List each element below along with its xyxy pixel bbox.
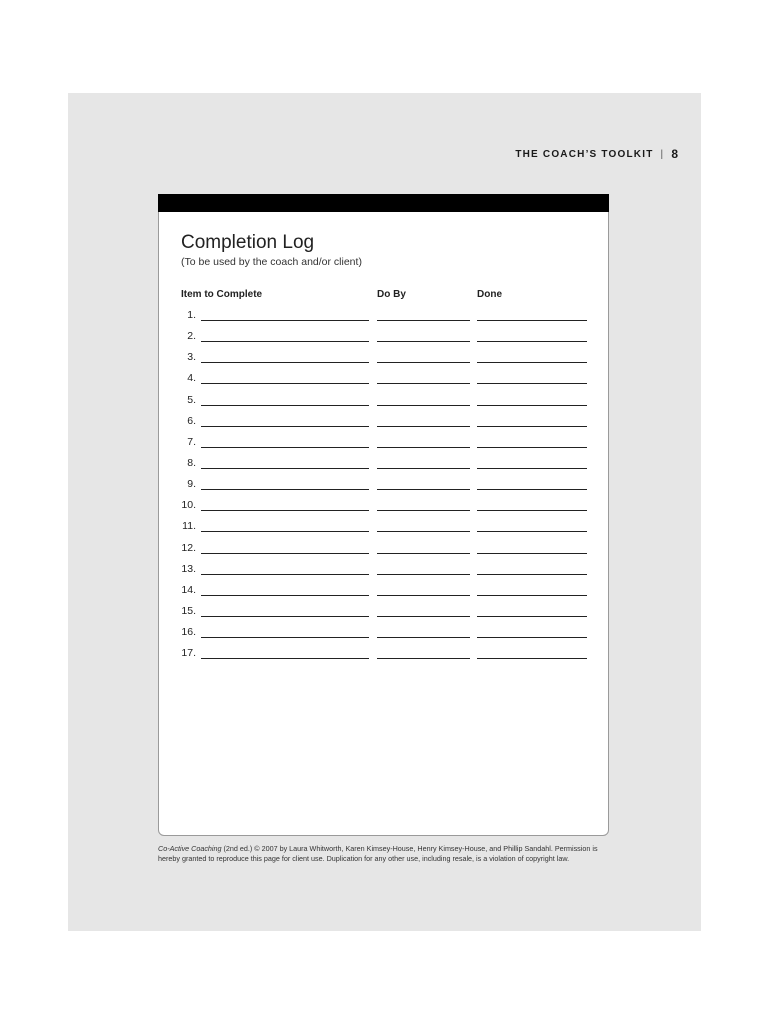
do-by-blank-line	[377, 553, 470, 554]
do-by-blank-line	[377, 637, 470, 638]
row-number: 4.	[187, 372, 196, 385]
item-blank-line	[201, 510, 369, 511]
do-by-blank-line	[377, 341, 470, 342]
done-blank-line	[477, 553, 587, 554]
item-blank-line	[201, 616, 369, 617]
column-header-item: Item to Complete	[181, 289, 263, 300]
done-blank-line	[477, 405, 587, 406]
form-row	[159, 497, 608, 518]
item-blank-line	[201, 341, 369, 342]
item-blank-line	[201, 637, 369, 638]
page-number: 8	[671, 147, 678, 161]
column-header-done: Done	[477, 289, 502, 300]
form-row	[159, 561, 608, 582]
do-by-blank-line	[377, 531, 470, 532]
book-title: Co-Active Coaching	[158, 844, 222, 853]
form-row	[159, 434, 608, 455]
form-row	[159, 476, 608, 497]
item-blank-line	[201, 489, 369, 490]
form-row	[159, 328, 608, 349]
do-by-blank-line	[377, 320, 470, 321]
form-row	[159, 624, 608, 645]
do-by-blank-line	[377, 468, 470, 469]
row-number: 13.	[181, 562, 196, 575]
do-by-blank-line	[377, 362, 470, 363]
row-number: 17.	[181, 647, 196, 660]
form-subtitle: (To be used by the coach and/or client)	[181, 256, 362, 268]
done-blank-line	[477, 574, 587, 575]
form-row	[159, 413, 608, 434]
form-row	[159, 349, 608, 370]
row-number: 10.	[181, 499, 196, 512]
form-row	[159, 455, 608, 476]
do-by-blank-line	[377, 405, 470, 406]
form-row	[159, 603, 608, 624]
copyright-text: (2nd ed.) © 2007 by Laura Whitworth, Karen Kimsey-House, Henry Kimsey-House, and Phillip Sandahl. Permission is hereby granted to reproduce this page for client use. Duplication for any other use, including resale, is a violation of copyright law.	[158, 844, 598, 863]
item-blank-line	[201, 362, 369, 363]
row-number: 7.	[187, 435, 196, 448]
row-number: 1.	[187, 309, 196, 321]
form-title: Completion Log	[181, 232, 315, 253]
done-blank-line	[477, 658, 587, 659]
running-header	[515, 147, 678, 161]
done-blank-line	[477, 595, 587, 596]
row-number: 9.	[187, 478, 196, 491]
done-blank-line	[477, 447, 587, 448]
form-row	[159, 645, 608, 666]
row-number: 16.	[181, 626, 196, 639]
done-blank-line	[477, 616, 587, 617]
form-row	[159, 307, 608, 328]
done-blank-line	[477, 510, 587, 511]
form-row	[159, 540, 608, 561]
form-row	[159, 582, 608, 603]
completion-log-form	[158, 194, 609, 836]
item-blank-line	[201, 447, 369, 448]
done-blank-line	[477, 341, 587, 342]
row-number: 6.	[187, 414, 196, 427]
do-by-blank-line	[377, 383, 470, 384]
done-blank-line	[477, 362, 587, 363]
row-number: 12.	[181, 541, 196, 554]
form-header-bar	[158, 194, 609, 212]
item-blank-line	[201, 658, 369, 659]
row-number: 3.	[187, 351, 196, 364]
row-number: 11.	[182, 520, 196, 533]
form-rows	[159, 307, 608, 666]
do-by-blank-line	[377, 595, 470, 596]
row-number: 15.	[181, 604, 196, 617]
item-blank-line	[201, 320, 369, 321]
item-blank-line	[201, 468, 369, 469]
done-blank-line	[477, 489, 587, 490]
do-by-blank-line	[377, 447, 470, 448]
done-blank-line	[477, 531, 587, 532]
do-by-blank-line	[377, 616, 470, 617]
form-row	[159, 392, 608, 413]
column-header-do-by: Do By	[377, 289, 406, 300]
done-blank-line	[477, 383, 587, 384]
item-blank-line	[201, 405, 369, 406]
copyright-footer	[158, 844, 608, 864]
item-blank-line	[201, 383, 369, 384]
item-blank-line	[201, 595, 369, 596]
item-blank-line	[201, 574, 369, 575]
item-blank-line	[201, 426, 369, 427]
done-blank-line	[477, 637, 587, 638]
form-row	[159, 370, 608, 391]
form-row	[159, 518, 608, 539]
header-separator: |	[660, 148, 665, 160]
do-by-blank-line	[377, 426, 470, 427]
item-blank-line	[201, 553, 369, 554]
row-number: 14.	[181, 583, 196, 596]
do-by-blank-line	[377, 574, 470, 575]
do-by-blank-line	[377, 658, 470, 659]
row-number: 8.	[187, 456, 196, 469]
done-blank-line	[477, 320, 587, 321]
do-by-blank-line	[377, 510, 470, 511]
row-number: 2.	[187, 330, 196, 343]
do-by-blank-line	[377, 489, 470, 490]
done-blank-line	[477, 426, 587, 427]
item-blank-line	[201, 531, 369, 532]
running-title: THE COACH’S TOOLKIT	[515, 148, 654, 160]
done-blank-line	[477, 468, 587, 469]
row-number: 5.	[187, 393, 196, 406]
